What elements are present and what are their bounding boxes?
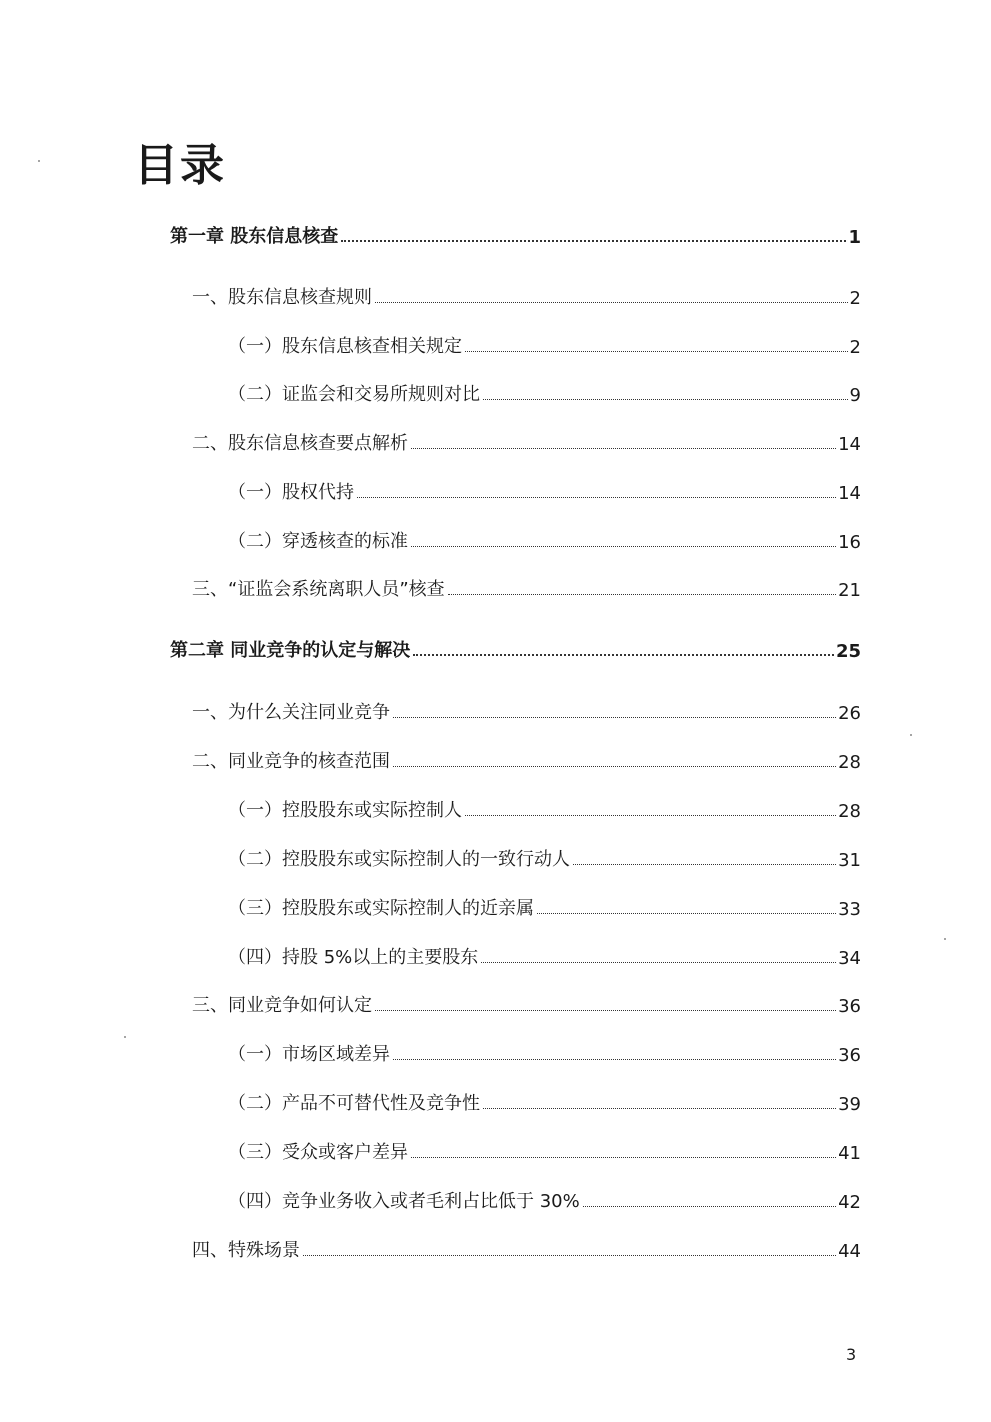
- toc-entry-page: 14: [838, 434, 861, 455]
- toc-entry-subsection[interactable]: [228, 476, 861, 504]
- toc-entry-label: 三、同业竞争如何认定: [192, 995, 372, 1016]
- toc-entry-page: 34: [838, 948, 861, 969]
- toc-entry-page: 41: [838, 1143, 861, 1164]
- dot-leader: [583, 1206, 836, 1207]
- dot-leader: [303, 1255, 836, 1256]
- dot-leader: [341, 240, 846, 242]
- toc-entry-label: （二）穿透核查的标准: [228, 531, 408, 552]
- toc-entry-page: 39: [838, 1094, 861, 1115]
- toc-entry-page: 16: [838, 532, 861, 553]
- toc-entry-chapter-2[interactable]: [170, 634, 861, 662]
- dot-leader: [375, 302, 848, 303]
- page-title: 目录: [134, 140, 226, 191]
- toc-entry-page: 28: [838, 752, 861, 773]
- scan-speck: [910, 734, 912, 736]
- dot-leader: [393, 766, 836, 767]
- toc-entry-page: 36: [838, 1045, 861, 1066]
- toc-entry-label: 二、股东信息核查要点解析: [192, 433, 408, 454]
- toc-entry-section[interactable]: [192, 989, 861, 1017]
- toc-entry-section[interactable]: [192, 696, 861, 724]
- toc-entry-subsection[interactable]: [228, 378, 861, 406]
- toc-entry-subsection[interactable]: [228, 892, 861, 920]
- toc-entry-label: （一）市场区域差异: [228, 1044, 390, 1065]
- toc-entry-label: （二）产品不可替代性及竞争性: [228, 1093, 480, 1114]
- toc-entry-label: 第一章 股东信息核查: [170, 226, 339, 247]
- toc-entry-page: 44: [838, 1241, 861, 1262]
- toc-entry-chapter-1[interactable]: [170, 220, 861, 248]
- toc-entry-page: 21: [838, 580, 861, 601]
- toc-entry-page: 31: [838, 850, 861, 871]
- toc-entry-page: 2: [849, 288, 861, 309]
- toc-entry-section[interactable]: [192, 1234, 861, 1262]
- dot-leader: [465, 815, 836, 816]
- toc-entry-page: 28: [838, 801, 861, 822]
- toc-entry-page: 9: [849, 385, 861, 406]
- toc-entry-label: （四）持股 5%以上的主要股东: [228, 947, 479, 968]
- dot-leader: [465, 351, 848, 352]
- toc-entry-section[interactable]: [192, 281, 861, 309]
- scan-speck: [124, 1036, 126, 1038]
- dot-leader: [357, 497, 836, 498]
- toc-entry-label: （二）控股股东或实际控制人的一致行动人: [228, 849, 570, 870]
- toc-entry-label: （一）控股股东或实际控制人: [228, 800, 462, 821]
- dot-leader: [393, 1059, 836, 1060]
- dot-leader: [411, 448, 836, 449]
- toc-entry-page: 42: [838, 1192, 861, 1213]
- toc-entry-section[interactable]: [192, 745, 861, 773]
- toc-entry-label: （一）股权代持: [228, 482, 354, 503]
- toc-entry-page: 1: [848, 227, 861, 248]
- scan-speck: [944, 938, 946, 940]
- scan-speck: [38, 160, 40, 162]
- toc-entry-subsection[interactable]: [228, 525, 861, 553]
- toc-entry-label: 一、为什么关注同业竞争: [192, 702, 390, 723]
- toc-entry-subsection[interactable]: [228, 1185, 861, 1213]
- toc-entry-page: 25: [835, 641, 861, 662]
- toc-entry-label: 三、“证监会系统离职人员”核查: [192, 579, 445, 600]
- toc-entry-label: （一）股东信息核查相关规定: [228, 336, 462, 357]
- dot-leader: [573, 864, 836, 865]
- dot-leader: [393, 717, 836, 718]
- toc-entry-subsection[interactable]: [228, 1038, 861, 1066]
- toc-entry-label: （二）证监会和交易所规则对比: [228, 384, 480, 405]
- dot-leader: [483, 1108, 836, 1109]
- toc-entry-subsection[interactable]: [228, 1087, 861, 1115]
- dot-leader: [481, 962, 836, 963]
- toc-entry-label: （四）竞争业务收入或者毛利占比低于 30%: [228, 1191, 580, 1212]
- toc-entry-section[interactable]: [192, 573, 861, 601]
- toc-entry-page: 36: [838, 996, 861, 1017]
- toc-entry-label: 二、同业竞争的核查范围: [192, 751, 390, 772]
- toc-entry-subsection[interactable]: [228, 843, 861, 871]
- page-number: 3: [846, 1345, 857, 1364]
- dot-leader: [411, 1157, 836, 1158]
- toc-entry-page: 2: [849, 337, 861, 358]
- toc-entry-label: 一、股东信息核查规则: [192, 287, 372, 308]
- dot-leader: [537, 913, 836, 914]
- toc-entry-page: 33: [838, 899, 861, 920]
- toc-entry-page: 26: [838, 703, 861, 724]
- toc-entry-subsection[interactable]: [228, 1136, 861, 1164]
- toc-entry-label: （三）控股股东或实际控制人的近亲属: [228, 898, 534, 919]
- toc-entry-section[interactable]: [192, 427, 861, 455]
- toc-entry-page: 14: [838, 483, 861, 504]
- toc-entry-label: 四、特殊场景: [192, 1240, 300, 1261]
- dot-leader: [375, 1010, 836, 1011]
- toc-entry-subsection[interactable]: [228, 794, 861, 822]
- dot-leader: [448, 594, 836, 595]
- dot-leader: [411, 546, 836, 547]
- dot-leader: [413, 654, 834, 656]
- toc-entry-label: （三）受众或客户差异: [228, 1142, 408, 1163]
- toc-entry-subsection[interactable]: [228, 330, 861, 358]
- toc-entry-subsection[interactable]: [228, 941, 861, 969]
- dot-leader: [483, 399, 848, 400]
- toc-entry-label: 第二章 同业竞争的认定与解决: [170, 640, 411, 661]
